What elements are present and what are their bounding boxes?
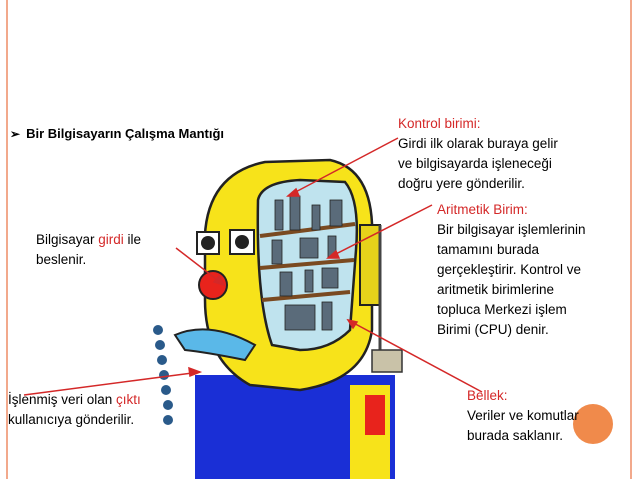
- title-text: Bir Bilgisayarın Çalışma Mantığı: [26, 126, 225, 141]
- output-note: İşlenmiş veri olan çıktı kullanıcıya gönderilir.: [8, 392, 141, 427]
- input-note: Bilgisayar girdi ile beslenir.: [36, 232, 142, 267]
- slide-title: [10, 126, 224, 141]
- input-highlight: girdi: [98, 232, 124, 247]
- memory-note: Bellek: Veriler ve komutlar burada saklanır.: [467, 388, 579, 443]
- control-unit-heading: Kontrol birimi:: [398, 116, 481, 131]
- alu-heading: Aritmetik Birim:: [437, 202, 528, 217]
- memory-heading: Bellek:: [467, 388, 508, 403]
- accent-circle: [573, 404, 613, 444]
- arrow-bullet-icon: ➢: [10, 127, 21, 141]
- output-highlight: çıktı: [116, 392, 141, 407]
- alu-note: Aritmetik Birim: Bir bilgisayar işlemlerinin tamamını burada gerçekleştirir. Kontrol ve aritmetik birimlerine topluca Merkezi işlem Birimi (CPU) denir.: [437, 202, 586, 337]
- control-unit-note: Kontrol birimi: Girdi ilk olarak buraya gelir ve bilgisayarda işleneceği doğru yere gönderilir.: [398, 116, 558, 191]
